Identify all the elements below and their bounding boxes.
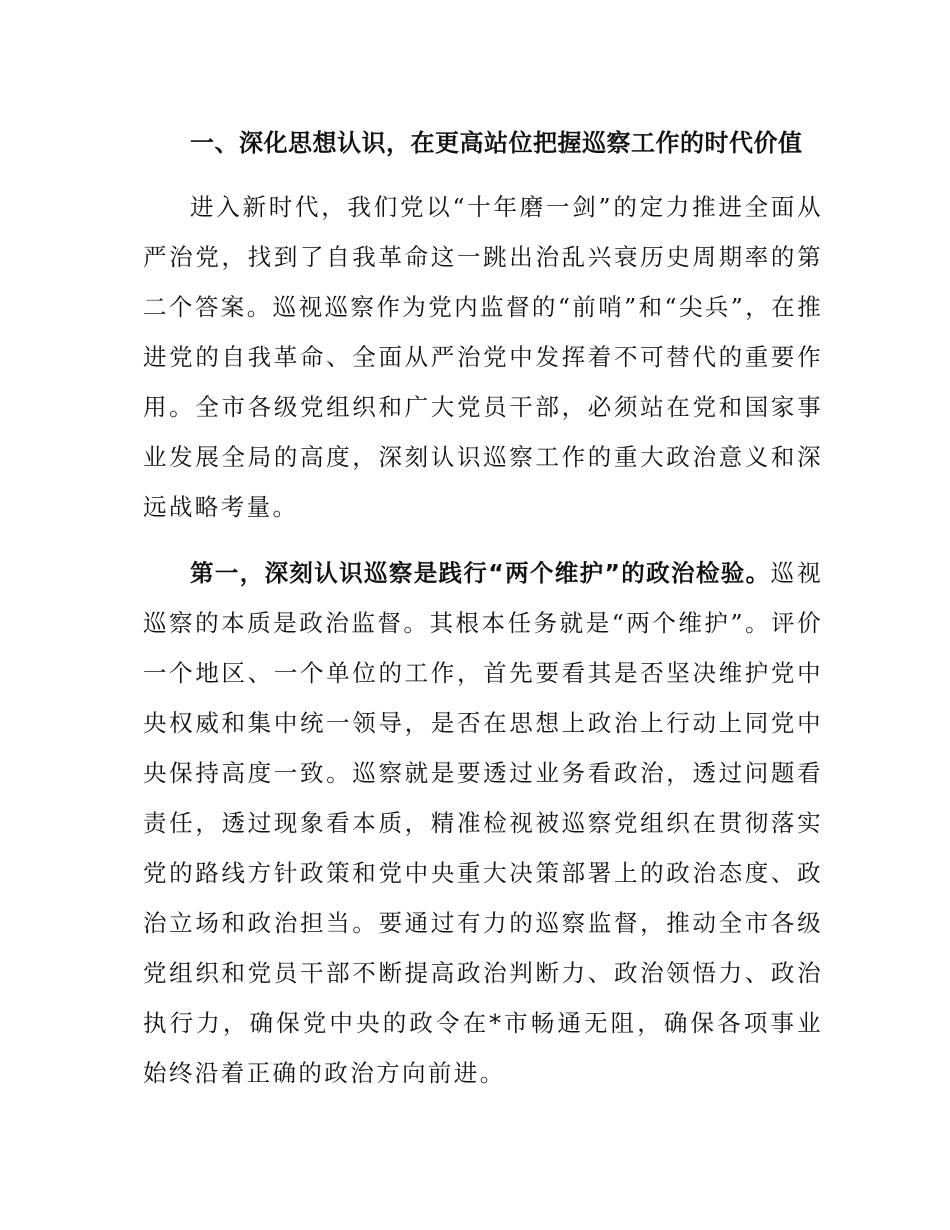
paragraph-lead-sentence: 第一，深刻认识巡察是践行“两个维护”的政治检验。 [190,559,771,587]
document-body [143,118,823,1098]
section-heading: 一、深化思想认识，在更高站位把握巡察工作的时代价值 [190,129,803,157]
paragraph-first-point [143,548,823,1098]
paragraph-body-text: 巡视巡察的本质是政治监督。其根本任务就是“两个维护”。评价一个地区、一个单位的工作，首先要看其是否坚决维护党中央权威和集中统一领导，是否在思想上政治上行动上同党中央保持高度一致。巡察就是要透过业务看政治，透过问题看责任，透过现象看本质，精准检视被巡察党组织在贯彻落实党的路线方针政策和党中央重大决策部署上的政治态度、政治立场和政治担当。要通过有力的巡察监督，推动全市各级党组织和党员干部不断提高政治判断力、政治领悟力、政治执行力，确保党中央的政令在*市畅通无阻，确保各项事业始终沿着正确的政治方向前进。 [143,559,823,1087]
paragraph-intro: 进入新时代，我们党以“十年磨一剑”的定力推进全面从严治党，找到了自我革命这一跳出治乱兴衰历史周期率的第二个答案。巡视巡察作为党内监督的“前哨”和“尖兵”，在推进党的自我革命、全面从严治党中发挥着不可替代的重要作用。全市各级党组织和广大党员干部，必须站在党和国家事业发展全局的高度，深刻认识巡察工作的重大政治意义和深远战略考量。 [143,193,823,521]
